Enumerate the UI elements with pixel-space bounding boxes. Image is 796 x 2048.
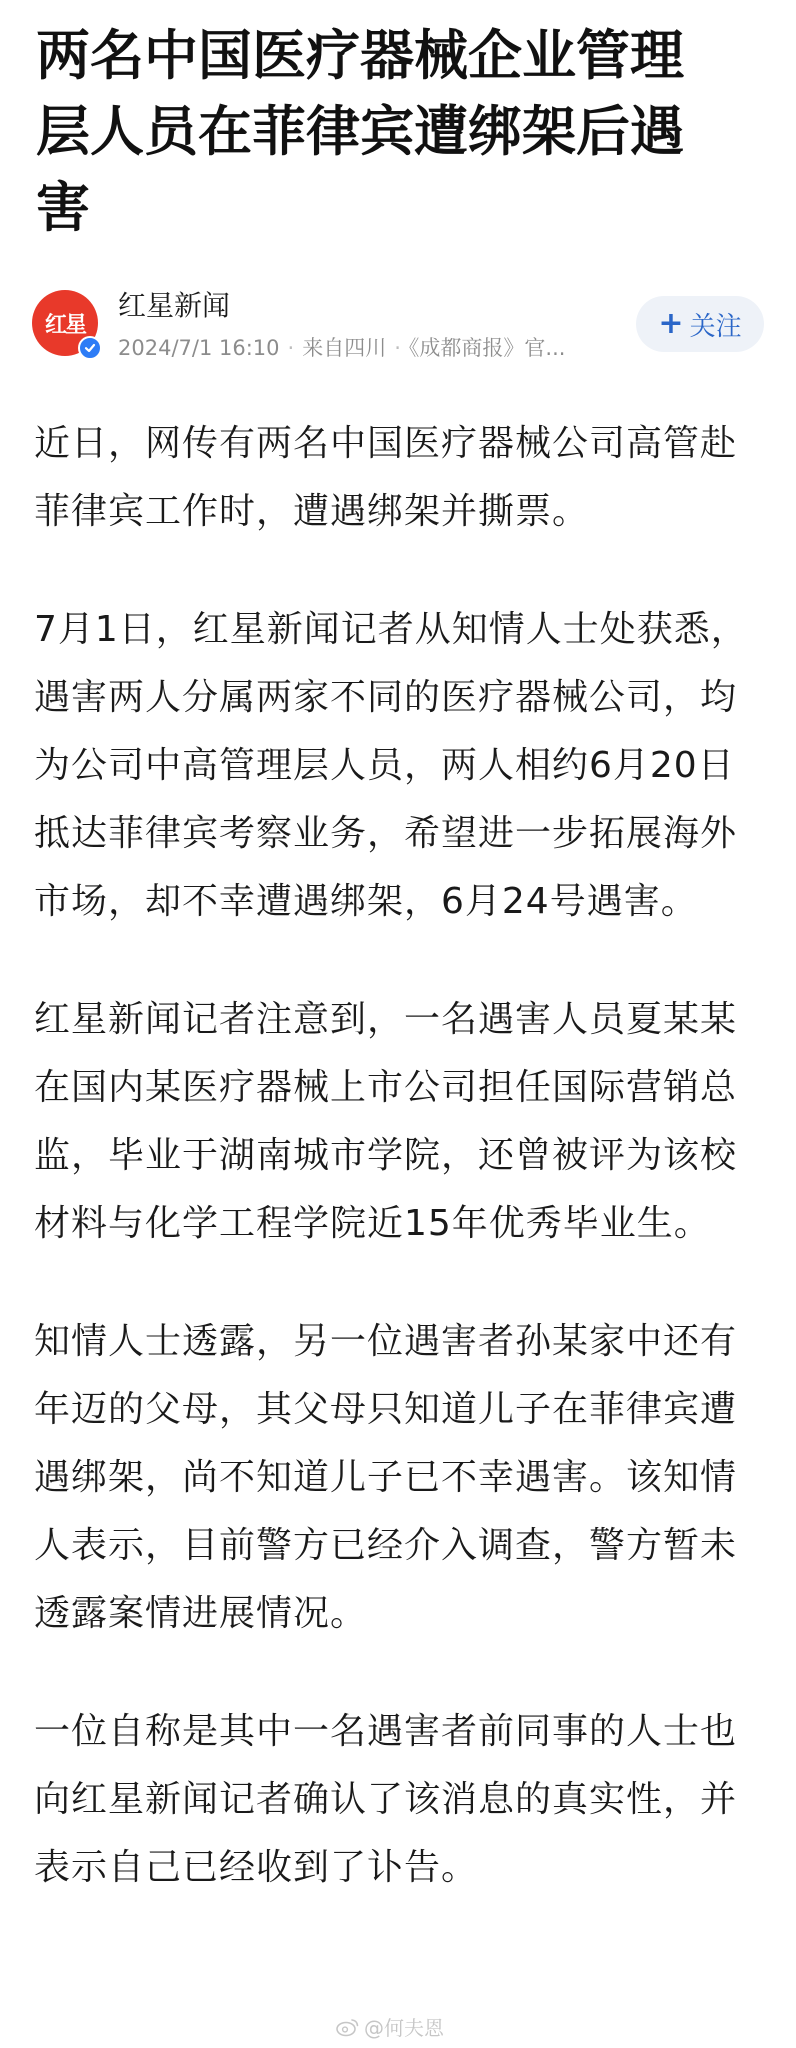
article-paragraph: 知情人士透露，另一位遇害者孙某家中还有年迈的父母，其父母只知道儿子在菲律宾遭遇绑架，尚不知道儿子已不幸遇害。该知情人表示，目前警方已经介入调查，警方暂未透露案情进展情况。 bbox=[34, 1321, 738, 1634]
article-paragraph: 近日，网传有两名中国医疗器械公司高管赴菲律宾工作时，遭遇绑架并撕票。 bbox=[34, 423, 738, 532]
article-paragraph: 红星新闻记者注意到，一名遇害人员夏某某在国内某医疗器械上市公司担任国际营销总监，毕业于湖南城市学院，还曾被评为该校材料与化学工程学院近15年优秀毕业生。 bbox=[34, 999, 738, 1244]
verified-check-icon bbox=[78, 336, 102, 360]
source-bar bbox=[32, 284, 764, 368]
source-name[interactable]: 红星新闻 bbox=[118, 289, 231, 322]
source-meta bbox=[118, 334, 658, 362]
weibo-icon bbox=[336, 2017, 360, 2037]
plus-icon: + bbox=[658, 306, 684, 341]
publisher-description: 《成都商报》官... bbox=[408, 336, 566, 360]
publish-date: 2024/7/1 16:10 bbox=[118, 336, 280, 360]
follow-button[interactable] bbox=[636, 296, 764, 352]
meta-separator: · bbox=[287, 336, 295, 360]
avatar-logo-text: 红星 bbox=[44, 311, 85, 338]
article-paragraph: 7月1日，红星新闻记者从知情人士处获悉，遇害两人分属两家不同的医疗器械公司，均为公司中高管理层人员，两人相约6月20日抵达菲律宾考察业务，希望进一步拓展海外市场，却不幸遭遇绑架，6月24号遇害。 bbox=[34, 609, 748, 922]
publish-location: 来自四川 bbox=[302, 336, 387, 360]
article-body bbox=[34, 410, 762, 1952]
article-paragraph: 一位自称是其中一名遇害者前同事的人士也向红星新闻记者确认了该消息的真实性，并表示自己已经收到了讣告。 bbox=[34, 1711, 738, 1888]
meta-separator: · bbox=[394, 336, 401, 360]
watermark-text: @何夫恩 bbox=[364, 2016, 444, 2040]
follow-label: 关注 bbox=[689, 311, 742, 342]
watermark bbox=[336, 2012, 444, 2041]
article-headline: 两名中国医疗器械企业管理层人员在菲律宾遭绑架后遇害 bbox=[36, 24, 684, 239]
